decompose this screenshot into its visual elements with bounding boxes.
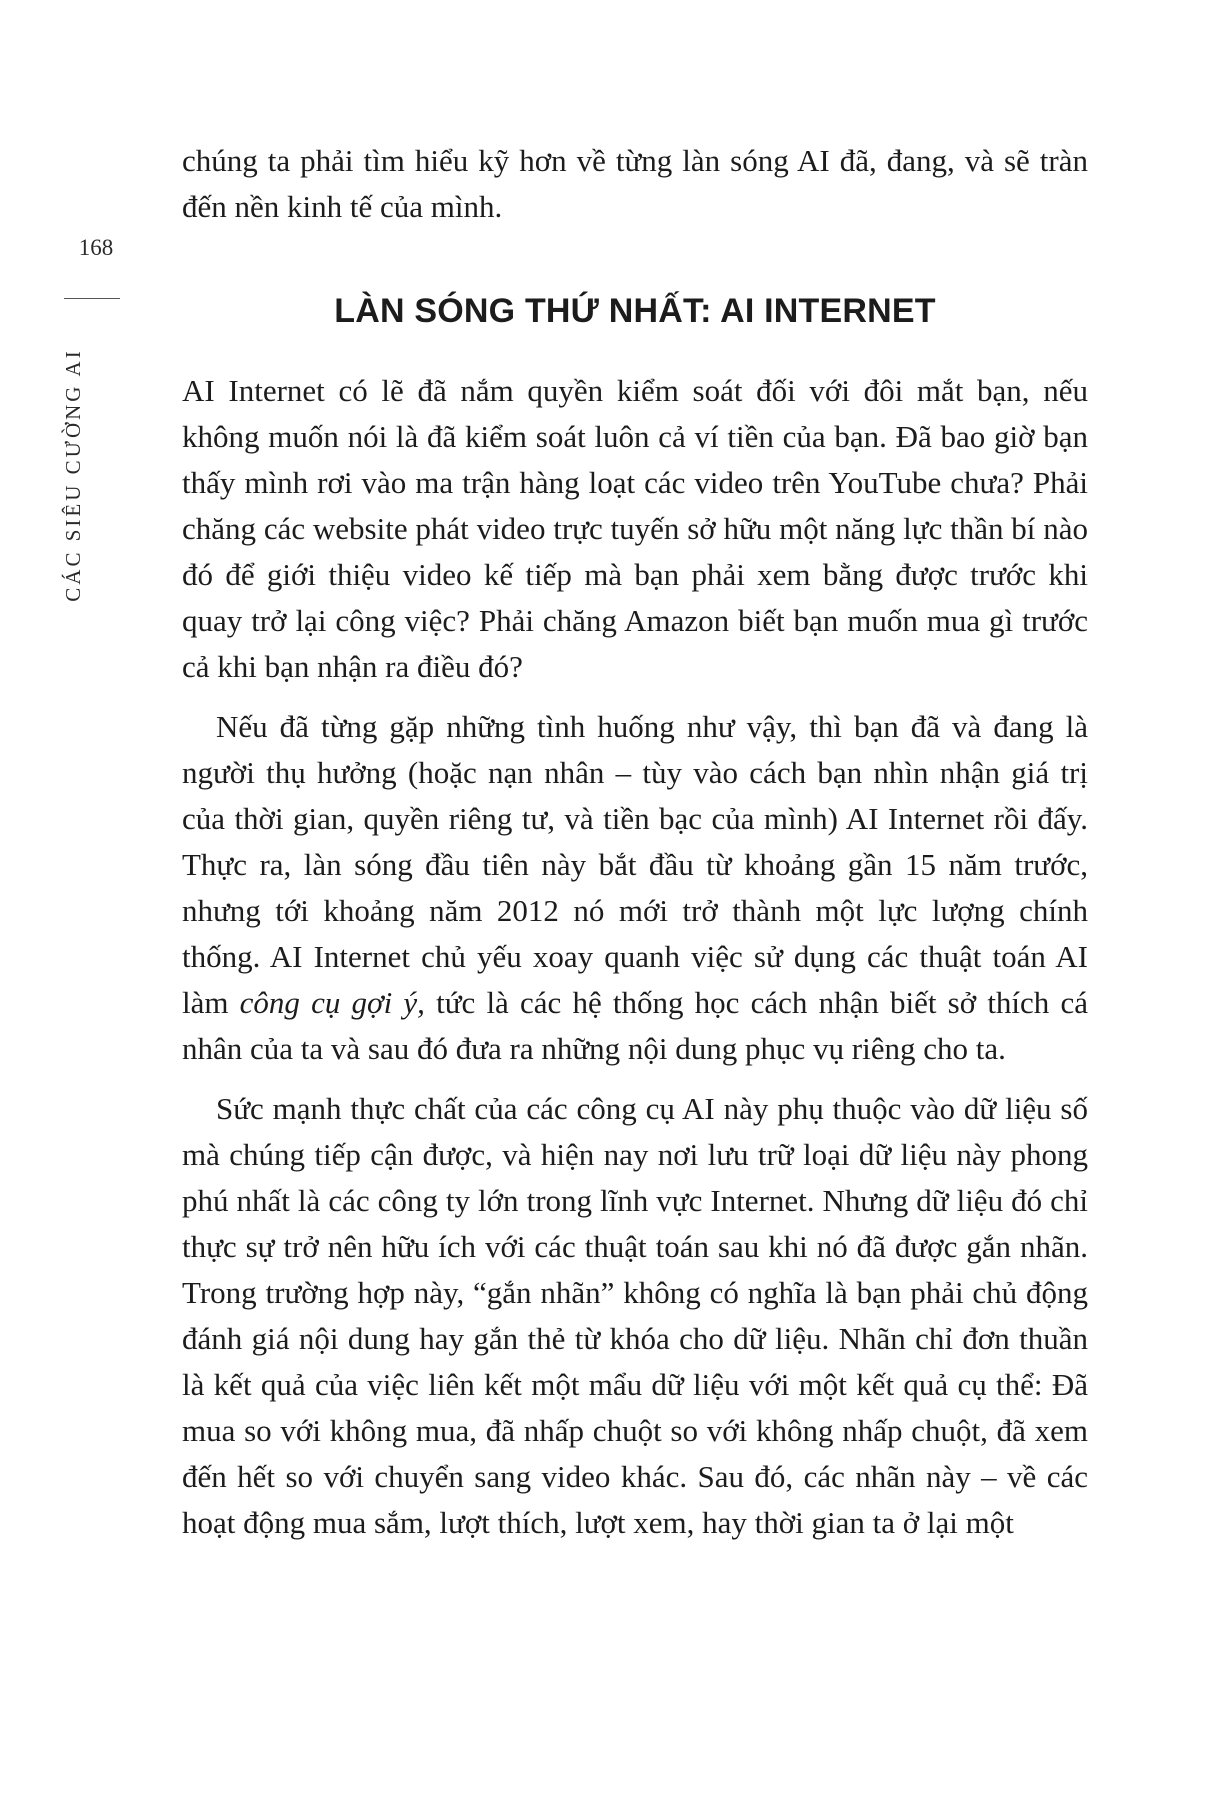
body-text bbox=[182, 138, 1088, 1546]
paragraph-2-emphasis: công cụ gợi ý, bbox=[239, 985, 425, 1020]
paragraph-2 bbox=[182, 704, 1088, 1072]
intro-paragraph: chúng ta phải tìm hiểu kỹ hơn về từng làn sóng AI đã, đang, và sẽ tràn đến nền kinh tế của mình. bbox=[182, 143, 1088, 224]
paragraph-3: Sức mạnh thực chất của các công cụ AI này phụ thuộc vào dữ liệu số mà chúng tiếp cận được, và hiện nay nơi lưu trữ loại dữ liệu này phong phú nhất là các công ty lớn trong lĩnh vực Internet. Nhưng dữ liệu đó chỉ thực sự trở nên hữu ích với các thuật toán sau khi nó đã được gắn nhãn. Trong trường hợp này, “gắn nhãn” không có nghĩa là bạn phải chủ động đánh giá nội dung hay gắn thẻ từ khóa cho dữ liệu. Nhãn chỉ đơn thuần là kết quả của việc liên kết một mẩu dữ liệu với một kết quả cụ thể: Đã mua so với không mua, đã nhấp chuột so với không nhấp chuột, đã xem đến hết so với chuyển sang video khác. Sau đó, các nhãn này – về các hoạt động mua sắm, lượt thích, lượt xem, hay thời gian ta ở lại một bbox=[182, 1091, 1088, 1540]
section-heading: LÀN SÓNG THỨ NHẤT: AI INTERNET bbox=[334, 292, 936, 330]
running-head: CÁC SIÊU CƯỜNG AI bbox=[61, 348, 85, 602]
paragraph-1: AI Internet có lẽ đã nắm quyền kiểm soát đối với đôi mắt bạn, nếu không muốn nói là đã kiểm soát luôn cả ví tiền của bạn. Đã bao giờ bạn thấy mình rơi vào ma trận hàng loạt các video trên YouTube chưa? Phải chăng các website phát video trực tuyến sở hữu một năng lực thần bí nào đó để giới thiệu video kế tiếp mà bạn phải xem bằng được trước khi quay trở lại công việc? Phải chăng Amazon biết bạn muốn mua gì trước cả khi bạn nhận ra điều đó? bbox=[182, 373, 1088, 684]
paragraph-2-text-after: tức là các hệ thống học cách nhận biết sở thích cá nhân của ta và sau đó đưa ra những nội dung phục vụ riêng cho ta. bbox=[182, 985, 1088, 1066]
paragraph-2-text-before: Nếu đã từng gặp những tình huống như vậy, thì bạn đã và đang là người thụ hưởng (hoặc nạn nhân – tùy vào cách bạn nhìn nhận giá trị của thời gian, quyền riêng tư, và tiền bạc của mình) AI Internet rồi đấy. Thực ra, làn sóng đầu tiên này bắt đầu từ khoảng gần 15 năm trước, nhưng tới khoảng năm 2012 nó mới trở thành một lực lượng chính thống. AI Internet chủ yếu xoay quanh việc sử dụng các thuật toán AI làm bbox=[182, 709, 1088, 1020]
page-number: 168 bbox=[78, 235, 114, 260]
margin-divider bbox=[64, 298, 120, 299]
